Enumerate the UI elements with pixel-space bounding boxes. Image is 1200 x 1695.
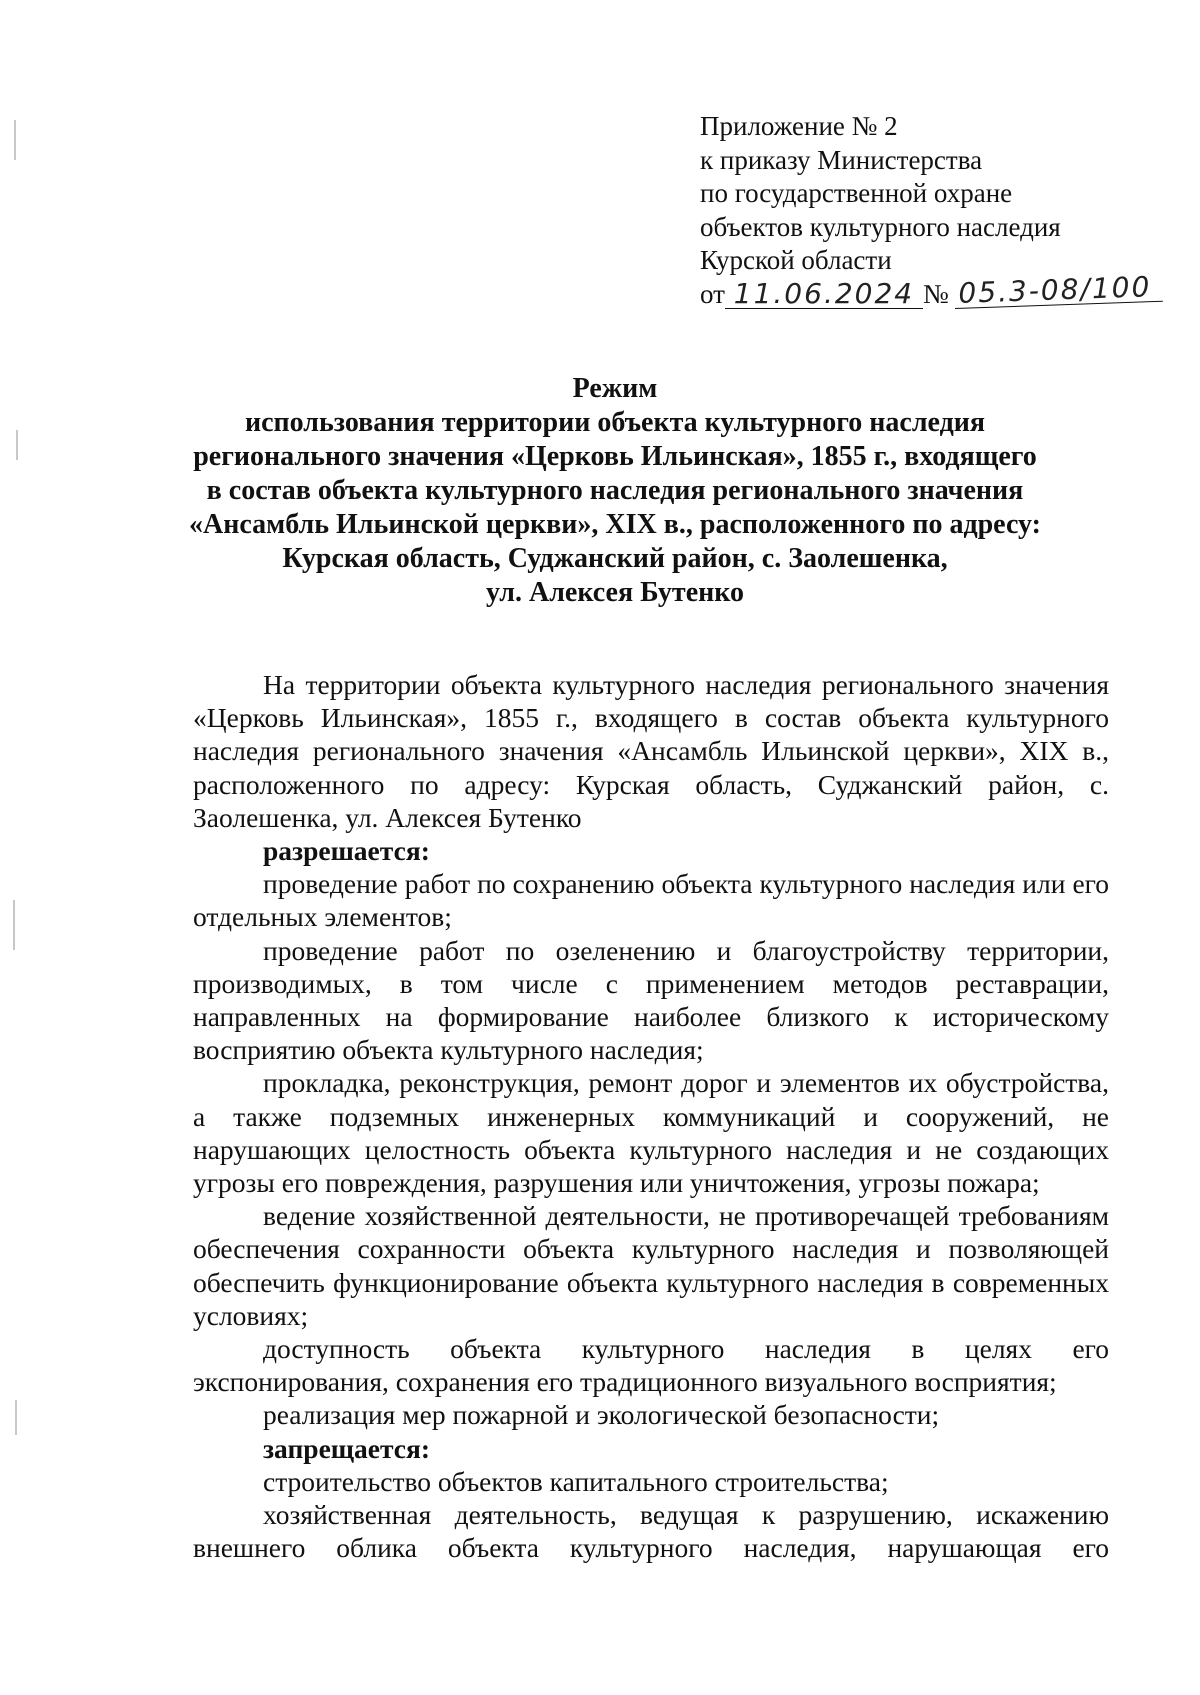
title-line: «Ансамбль Ильинской церкви», XIX в., расположенного по адресу:: [189, 509, 1041, 540]
scan-artifact: [13, 900, 15, 950]
allowed-item: доступность объекта культурного наследия в целях его экспонирования, сохранения его традиционного визуального восприятия;: [193, 1333, 1109, 1398]
handwritten-date: 11.06.2024: [725, 280, 923, 309]
appendix-line: к приказу Министерства: [700, 144, 983, 175]
document-title: [150, 372, 1080, 610]
title-line: использования территории объекта культурного наследия: [244, 407, 986, 438]
title-line: Режим: [572, 373, 658, 404]
prohibited-item: строительство объектов капитального строительства;: [263, 1465, 889, 1497]
scan-artifact: [14, 120, 16, 160]
allowed-item: прокладка, реконструкция, ремонт дорог и элементов их обустройства, а также подземных инженерных коммуникаций и сооружений, не нарушающих целостность объекта культурного наследия и не создающих угрозы его повреждения, разрушения или уничтожения, угрозы пожара;: [193, 1067, 1109, 1199]
appendix-line: Приложение № 2: [700, 111, 898, 141]
appendix-line: объектов культурного наследия: [700, 211, 1061, 242]
prohibited-heading: запрещается:: [263, 1432, 431, 1464]
allowed-item: проведение работ по сохранению объекта культурного наследия или его отдельных элементов;: [193, 868, 1109, 933]
prohibited-item: хозяйственная деятельность, ведущая к разрушению, искажению внешнего облика объекта культурного наследия, нарушающая его: [193, 1499, 1109, 1564]
handwritten-order-number: 05.3-08/100: [954, 272, 1163, 308]
allowed-item: реализация мер пожарной и экологической безопасности;: [263, 1399, 940, 1431]
intro-paragraph: На территории объекта культурного наследия регионального значения «Церковь Ильинская», 1855 г., входящего в состав объекта культурного наследия регионального значения «Ансамбль Ильинской церкви», XIX в., расположенного по адресу: Курская область, Суджанский район, с. Заолешенка, ул. Алексея Бутенко: [193, 669, 1109, 833]
scan-artifact: [16, 430, 18, 460]
allowed-heading: разрешается:: [263, 835, 430, 867]
document-body: [193, 668, 1109, 1564]
title-line: ул. Алексея Бутенко: [485, 577, 745, 608]
appendix-line: Курской области: [700, 245, 892, 275]
title-line: в состав объекта культурного наследия регионального значения: [206, 475, 1024, 506]
title-line: Курская область, Суджанский район, с. Заолешенка,: [282, 543, 948, 574]
number-prefix: №: [922, 278, 949, 309]
appendix-header: [700, 110, 1153, 311]
title-line: регионального значения «Церковь Ильинская», 1855 г., входящего: [193, 441, 1037, 472]
allowed-item: проведение работ по озеленению и благоустройству территории, производимых, в том числе с применением методов реставрации, направленных на формирование наиболее близкого к историческому восприятию объекта культурного наследия;: [193, 934, 1109, 1066]
date-prefix: от: [700, 278, 725, 309]
order-date-number-line: [700, 269, 1153, 312]
allowed-item: ведение хозяйственной деятельности, не противоречащей требованиям обеспечения сохранности объекта культурного наследия и позволяющей обеспечить функционирование объекта культурного наследия в современных условиях;: [193, 1200, 1109, 1331]
scan-artifact: [15, 1400, 17, 1435]
appendix-line: по государственной охране: [700, 178, 1013, 208]
